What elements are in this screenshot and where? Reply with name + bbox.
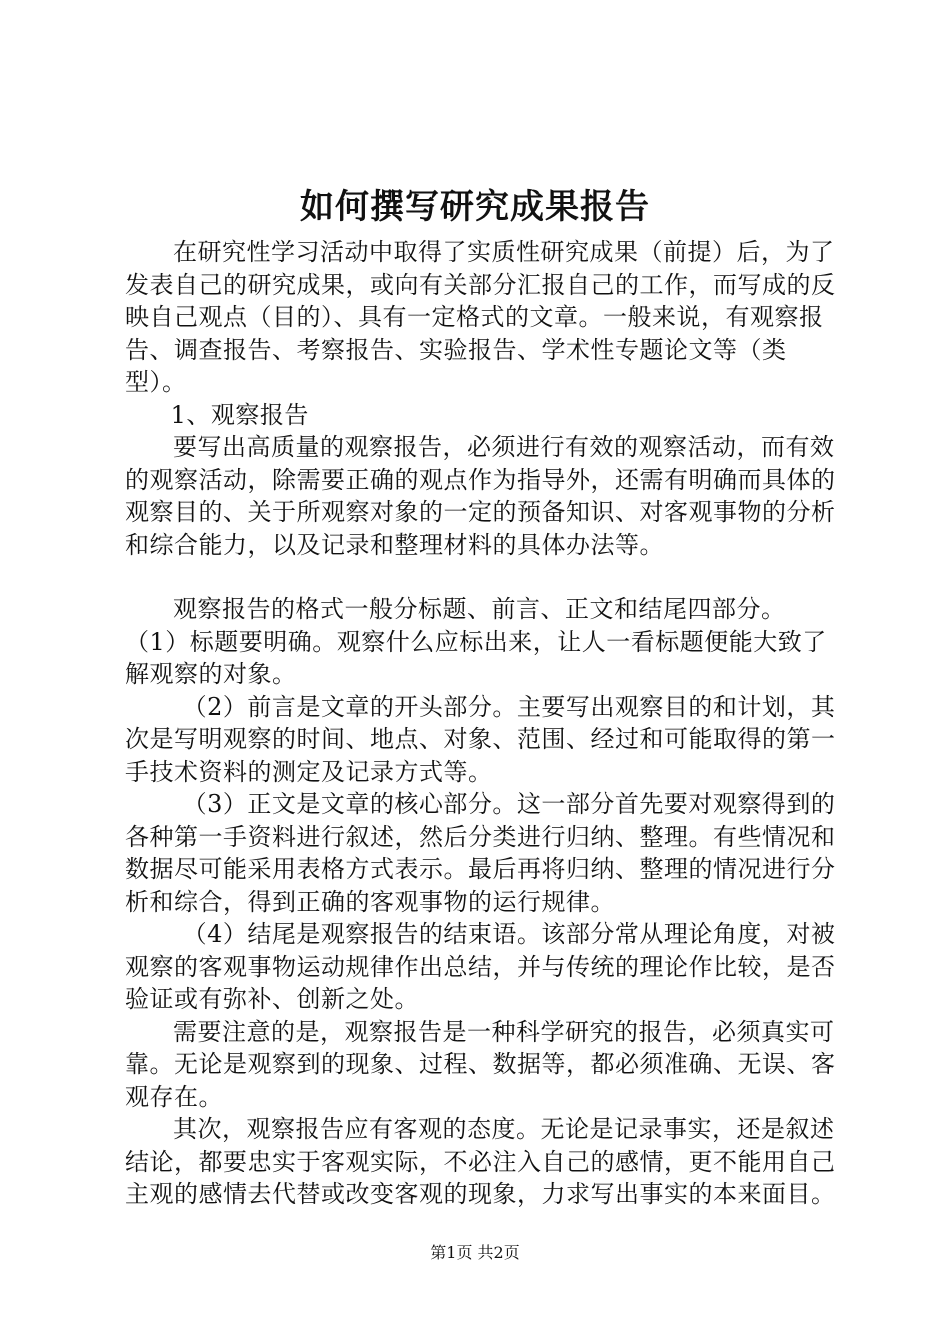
paragraph-point-3-body: （3）正文是文章的核心部分。这一部分首先要对观察得到的各种第一手资料进行叙述，然后分类进行归纳、整理。有些情况和数据尽可能采用表格方式表示。最后再将归纳、整理的情况进行分析和综合，得到正确的客观事物的运行规律。	[125, 790, 836, 916]
paragraph-objective-attitude: 其次，观察报告应有客观的态度。无论是记录事实，还是叙述结论，都要忠实于客观实际，不必注入自己的感情，更不能用自己主观的感情去代替或改变客观的现象，力求写出事实的本来面目。	[125, 1115, 836, 1208]
paragraph-point-1-title: （1）标题要明确。观察什么应标出来，让人一看标题便能大致了解观察的对象。	[125, 627, 827, 688]
paragraph-point-2-preface: （2）前言是文章的开头部分。主要写出观察目的和计划，其次是写明观察的时间、地点、对象、范围、经过和可能取得的第一手技术资料的测定及记录方式等。	[125, 692, 836, 786]
paragraph-format-overview: 观察报告的格式一般分标题、前言、正文和结尾四部分。	[173, 595, 786, 623]
paragraph-attention: 需要注意的是，观察报告是一种科学研究的报告，必须真实可靠。无论是观察到的现象、过程、数据等，都必须准确、无误、客观存在。	[125, 1017, 836, 1111]
paragraph-observation-requirements: 要写出高质量的观察报告，必须进行有效的观察活动，而有效的观察活动，除需要正确的观点作为指导外，还需有明确而具体的观察目的、关于所观察对象的一定的预备知识、对客观事物的分析和综合能力，以及记录和整理材料的具体办法等。	[125, 433, 836, 559]
paragraph-spacer	[125, 561, 837, 593]
paragraph-intro: 在研究性学习活动中取得了实质性研究成果（前提）后，为了发表自己的研究成果，或向有关部分汇报自己的工作，而写成的反映自己观点（目的）、具有一定格式的文章。一般来说，有观察报告、调查报告、考察报告、实验报告、学术性专题论文等（类型）。	[125, 238, 836, 396]
document-title: 如何撰写研究成果报告	[300, 187, 650, 227]
section-heading-observation-report: 1、观察报告	[170, 400, 309, 429]
paragraph-point-4-ending: （4）结尾是观察报告的结束语。该部分常从理论角度，对被观察的客观事物运动规律作出总结，并与传统的理论作比较，是否验证或有弥补、创新之处。	[125, 920, 836, 1013]
document-body	[125, 236, 837, 1211]
page-footer: 第1页 共2页	[430, 1243, 520, 1262]
